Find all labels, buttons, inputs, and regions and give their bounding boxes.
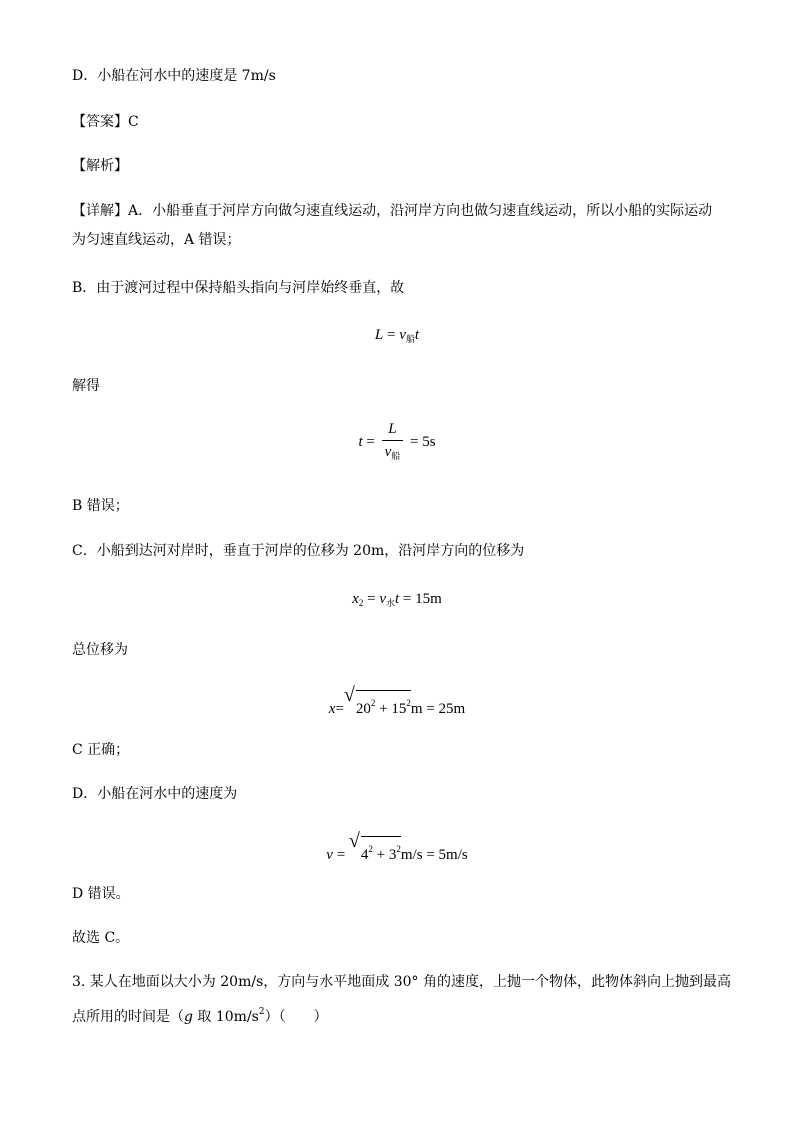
eq2-rhs: = 5s — [406, 433, 436, 450]
eq4-unit: m — [410, 701, 423, 717]
eq4-eq: = — [335, 701, 344, 717]
eq1-lhs: L — [374, 327, 384, 343]
eq4-a: 20 — [355, 701, 371, 717]
eq4-rhs: = 25m — [422, 701, 466, 717]
c-intro: C．小船到达河对岸时，垂直于河岸的位移为 20m，沿河岸方向的位移为 — [72, 543, 525, 559]
eq4-a-exp: 2 — [370, 698, 376, 708]
choose-line: 故选 C。 — [72, 930, 130, 946]
q3-text-c: ）（ ） — [264, 1009, 328, 1025]
eq5-sqrt — [348, 830, 401, 866]
radical-sign: √ — [348, 830, 360, 852]
analysis-label: 【解析】 — [72, 158, 128, 174]
answer-line: 【答案】C — [72, 114, 139, 130]
eq5-plus: + — [372, 847, 389, 863]
eq2-eq: = — [362, 433, 379, 450]
eq3-x: x — [352, 591, 359, 607]
b-intro: B．由于渡河过程中保持船头指向与河岸始终垂直，故 — [72, 280, 405, 296]
equation-3 — [0, 588, 794, 614]
eq4-plus: + — [375, 701, 392, 717]
eq1-v: v — [399, 327, 406, 343]
c-right: C 正确； — [72, 742, 130, 758]
radical-sign: √ — [343, 684, 355, 706]
eq1-sub: 船 — [405, 334, 415, 344]
eq5-b: 3 — [388, 847, 397, 863]
eq5-a-exp: 2 — [368, 844, 373, 854]
total-label: 总位移为 — [72, 642, 128, 658]
eq4-b: 15 — [391, 701, 407, 717]
eq3-vsub: 水 — [385, 598, 395, 608]
solve-label: 解得 — [72, 378, 100, 394]
eq5-unit: m/s — [400, 847, 423, 863]
option-d: D．小船在河水中的速度是 7m/s — [72, 68, 276, 84]
q3-text-a: 点所用的时间是（ — [72, 1009, 184, 1025]
eq3-rhs: = 15m — [399, 591, 442, 607]
q3-text-b: 取 10m/s — [192, 1009, 259, 1025]
eq5-b-exp: 2 — [396, 844, 401, 854]
equation-5 — [0, 830, 794, 866]
question-3-line-2 — [72, 1002, 328, 1027]
question-3-line-1: 3. 某人在地面以大小为 20m/s，方向与水平地面成 30° 角的速度，上抛一个物体，此物体斜向上抛到最高 — [72, 974, 731, 990]
eq2-den-sub: 船 — [391, 451, 401, 461]
eq5-v: v — [326, 847, 333, 863]
equation-2 — [0, 418, 794, 467]
eq2-den-v: v — [384, 444, 392, 460]
d-intro: D．小船在河水中的速度为 — [72, 786, 238, 802]
eq5-rhs: = 5m/s — [422, 847, 468, 863]
eq2-t: t — [358, 433, 363, 450]
eq3-xsub: 2 — [358, 598, 364, 608]
detail-a: 【详解】A．小船垂直于河岸方向做匀速直线运动，沿河岸方向也做匀速直线运动，所以小船的实际运动为匀速直线运动，A 错误； — [72, 203, 713, 248]
equation-4 — [0, 684, 794, 720]
q3-exp: 2 — [258, 1007, 265, 1017]
eq3-v: v — [379, 591, 386, 607]
eq4-sqrt — [343, 684, 411, 720]
eq5-eq: = — [332, 847, 349, 863]
eq1-op: = — [383, 327, 400, 343]
eq3-t: t — [395, 591, 400, 607]
eq2-num: L — [382, 418, 404, 441]
eq4-b-exp: 2 — [406, 698, 411, 708]
eq2-fraction — [382, 418, 404, 467]
q3-g: g — [184, 1009, 193, 1025]
d-wrong: D 错误。 — [72, 886, 130, 902]
b-wrong: B 错误； — [72, 498, 129, 514]
eq4-x: x — [328, 701, 336, 717]
equation-1 — [0, 324, 794, 350]
eq3-eq: = — [363, 591, 380, 607]
eq1-t: t — [414, 327, 420, 343]
eq5-a: 4 — [360, 847, 369, 863]
